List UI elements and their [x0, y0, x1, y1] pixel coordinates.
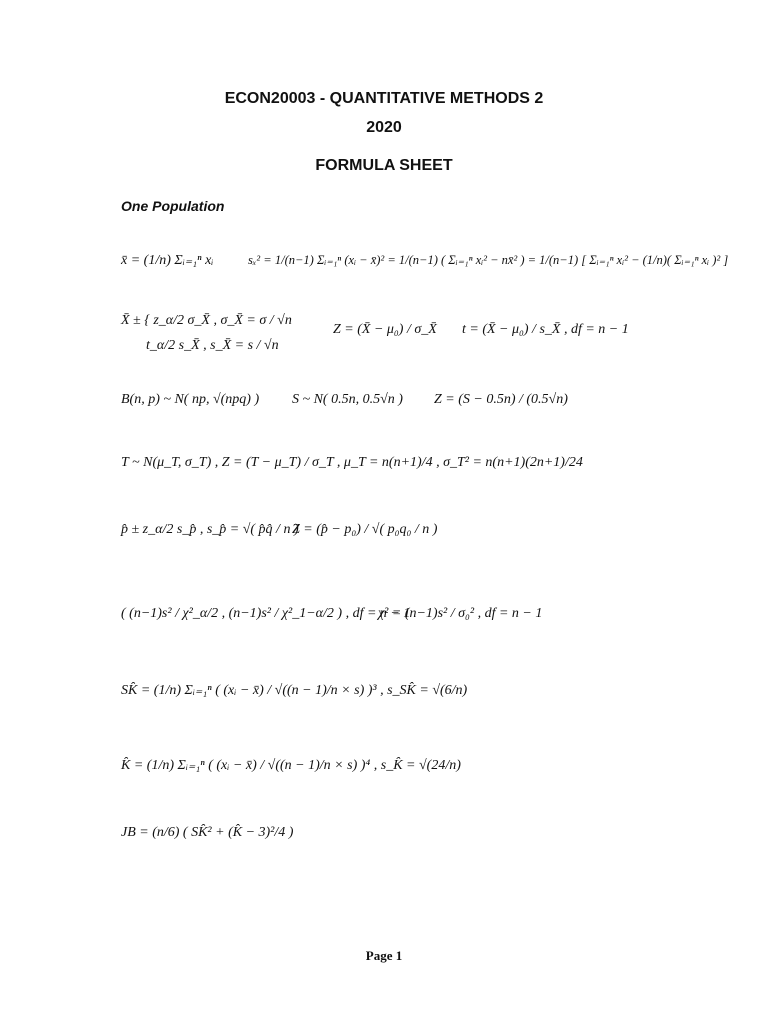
formula-z-sign: Z = (S − 0.5n) / (0.5√n)	[434, 392, 568, 407]
formula-chi-var: χ² = (n−1)s² / σ₀² , df = n − 1	[378, 606, 543, 621]
sheet-title: FORMULA SHEET	[315, 157, 453, 174]
course-year: 2020	[366, 119, 402, 136]
formula-ci-prop: p̂ ± z_α/2 s_p̂ , s_p̂ = √( p̂q̂ / n )	[121, 522, 299, 537]
formula-ci-mean-t: t_α/2 s_X̄ , s_X̄ = s / √n	[146, 338, 279, 353]
formula-skewness: SK̂ = (1/n) Σᵢ₌₁ⁿ ( (xᵢ − x̄) / √((n − 1)/n × s) )³ , s_SK̂ = √(6/n)	[121, 683, 468, 698]
course-title: ECON20003 - QUANTITATIVE METHODS 2	[224, 90, 544, 107]
page-number: Page 1	[365, 948, 403, 963]
formula-binomial: B(n, p) ~ N( np, √(npq) )	[121, 392, 260, 407]
section-heading: One Population	[121, 198, 225, 214]
formula-wilcoxon: T ~ N(μ_T, σ_T) , Z = (T − μ_T) / σ_T , μ_T = n(n+1)/4 , σ_T² = n(n+1)(2n+1)/24	[121, 455, 583, 470]
formula-sign-test: S ~ N( 0.5n, 0.5√n )	[292, 392, 403, 407]
formula-ci-var: ( (n−1)s² / χ²_α/2 , (n−1)s² / χ²_1−α/2 ) , df = n − 1	[121, 606, 411, 621]
formula-z-mean: Z = (X̄ − μ₀) / σ_X̄	[333, 322, 437, 337]
formula-mean: x̄ = (1/n) Σᵢ₌₁ⁿ xᵢ	[121, 253, 214, 268]
formula-jarque-bera: JB = (n/6) ( SK̂² + (K̂ − 3)²/4 )	[121, 825, 294, 840]
formula-t-mean: t = (X̄ − μ₀) / s_X̄ , df = n − 1	[462, 322, 629, 337]
formula-ci-mean-z: X̄ ± { z_α/2 σ_X̄ , σ_X̄ = σ / √n	[121, 313, 292, 328]
formula-kurtosis: K̂ = (1/n) Σᵢ₌₁ⁿ ( (xᵢ − x̄) / √((n − 1)/n × s) )⁴ , s_K̂ = √(24/n)	[121, 758, 461, 773]
formula-z-prop: Z = (p̂ − p₀) / √( p₀q₀ / n )	[292, 522, 438, 537]
formula-variance: sₓ² = 1/(n−1) Σᵢ₌₁ⁿ (xᵢ − x̄)² = 1/(n−1) ( Σᵢ₌₁ⁿ xᵢ² − nx̄² ) = 1/(n−1) [ Σᵢ₌₁ⁿ xᵢ² − (1/n)( Σᵢ₌₁ⁿ xᵢ )² ]	[248, 253, 729, 267]
